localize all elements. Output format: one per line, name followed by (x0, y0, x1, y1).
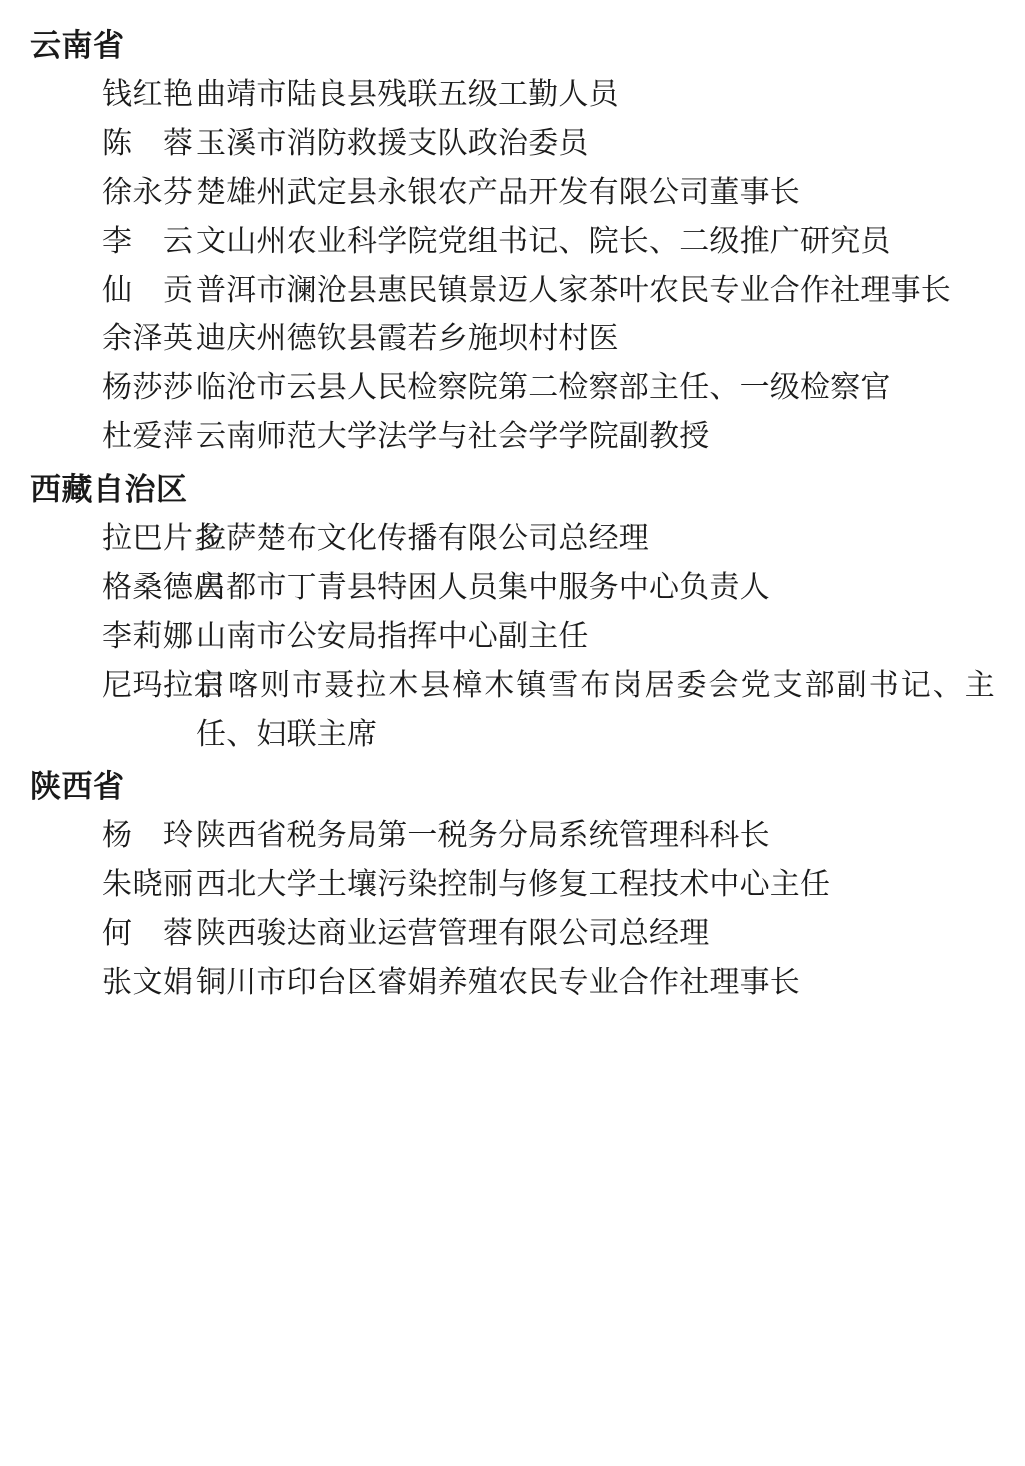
list-item (30, 364, 995, 413)
list-item (30, 564, 995, 613)
entry-list (30, 812, 995, 1008)
person-name: 徐永芬 (102, 175, 194, 209)
person-name: 李莉娜 (102, 619, 194, 653)
list-item (30, 515, 995, 564)
person-title: 日喀则市聂拉木县樟木镇雪布岗居委会党支部副书记、主任、妇联主席 (196, 668, 995, 751)
list-item (30, 169, 995, 218)
person-title: 迪庆州德钦县霞若乡施坝村村医 (196, 322, 619, 356)
person-name: 杜爱萍 (102, 420, 194, 454)
list-item (30, 662, 995, 760)
list-item (30, 613, 995, 662)
person-title: 昌都市丁青县特困人员集中服务中心负责人 (196, 570, 770, 604)
section-heading-province: 西藏自治区 (30, 472, 188, 508)
list-item (30, 120, 995, 169)
list-item (30, 71, 995, 120)
list-item (30, 959, 995, 1008)
section-heading-province: 陕西省 (30, 769, 125, 805)
person-title: 山南市公安局指挥中心副主任 (196, 619, 589, 653)
person-title: 临沧市云县人民检察院第二检察部主任、一级检察官 (196, 371, 891, 405)
person-title: 铜川市印台区睿娟养殖农民专业合作社理事长 (196, 966, 800, 1000)
person-title: 玉溪市消防救援支队政治委员 (196, 126, 589, 160)
person-name: 尼玛拉宗 (102, 668, 224, 702)
list-item (30, 267, 995, 316)
list-item (30, 812, 995, 861)
list-item (30, 315, 995, 364)
person-name: 朱晓丽 (102, 868, 194, 902)
person-title: 拉萨楚布文化传播有限公司总经理 (196, 522, 649, 555)
person-title: 文山州农业科学院党组书记、院长、二级推广研究员 (196, 224, 891, 258)
person-name: 杨莎莎 (102, 371, 194, 405)
person-title: 西北大学土壤污染控制与修复工程技术中心主任 (196, 868, 831, 902)
person-title: 普洱市澜沧县惠民镇景迈人家茶叶农民专业合作社理事长 (196, 273, 951, 307)
person-name: 李 云 (102, 224, 194, 258)
person-name: 张文娟 (102, 966, 194, 1000)
person-name: 仙 贡 (102, 273, 194, 307)
person-title: 曲靖市陆良县残联五级工勤人员 (196, 77, 619, 111)
list-item (30, 218, 995, 267)
person-name: 何 蓉 (102, 917, 194, 951)
person-title: 楚雄州武定县永银农产品开发有限公司董事长 (196, 175, 800, 209)
person-name: 格桑德庆 (102, 570, 224, 604)
entry-list (30, 515, 995, 759)
person-title: 陕西省税务局第一税务分局系统管理科科长 (196, 819, 770, 853)
list-item (30, 861, 995, 910)
person-name: 余泽英 (102, 322, 194, 356)
list-item (30, 910, 995, 959)
person-name: 杨 玲 (102, 819, 194, 853)
person-title: 陕西骏达商业运营管理有限公司总经理 (196, 917, 710, 951)
person-name: 陈 蓉 (102, 126, 194, 160)
list-item (30, 413, 995, 462)
section-heading-province: 云南省 (30, 28, 125, 63)
person-name: 拉巴片多 (102, 522, 224, 555)
person-title: 云南师范大学法学与社会学学院副教授 (196, 420, 710, 454)
entry-list (30, 71, 995, 462)
person-name: 钱红艳 (102, 77, 194, 111)
